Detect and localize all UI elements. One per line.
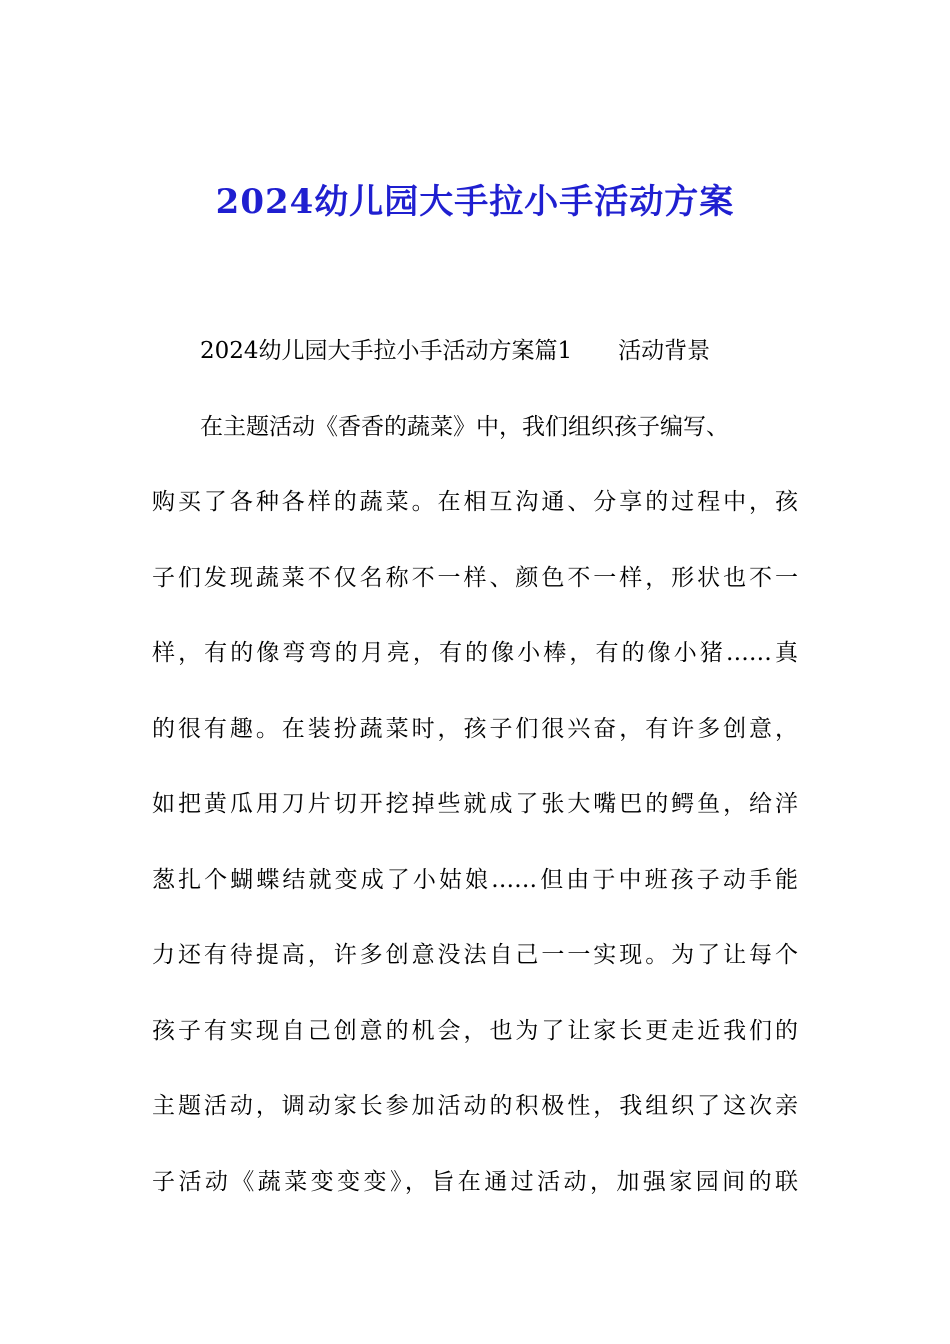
paragraph-line: 购买了各种各样的蔬菜。在相互沟通、分享的过程中，孩 — [152, 489, 798, 515]
section-subheading: 活动背景 — [618, 338, 711, 364]
paragraph-line: 子活动《蔬菜变变变》，旨在通过活动，加强家园间的联 — [152, 1168, 798, 1195]
document-title: 2024幼儿园大手拉小手活动方案 — [215, 182, 735, 222]
paragraph-line: 子们发现蔬菜不仅名称不一样、颜色不一样，形状也不一 — [152, 564, 798, 591]
paragraph-line: 如把黄瓜用刀片切开挖掉些就成了张大嘴巴的鳄鱼，给洋 — [152, 791, 798, 817]
paragraph-line: 样，有的像弯弯的月亮，有的像小棒，有的像小猪……真 — [152, 640, 798, 666]
paragraph-line: 在主题活动《香香的蔬菜》中，我们组织孩子编写、 — [200, 413, 729, 440]
paragraph-line: 葱扎个蝴蝶结就变成了小姑娘……但由于中班孩子动手能 — [152, 866, 798, 893]
paragraph-line: 力还有待提高，许多创意没法自己一一实现。为了让每个 — [152, 942, 798, 968]
document-body — [152, 332, 798, 1238]
section-heading-line — [152, 332, 798, 408]
paragraph-line: 孩子有实现自己创意的机会，也为了让家长更走近我们的 — [152, 1017, 798, 1044]
section-heading: 2024幼儿园大手拉小手活动方案篇1 — [200, 338, 573, 364]
paragraph-line: 的很有趣。在装扮蔬菜时，孩子们很兴奋，有许多创意， — [152, 715, 798, 742]
paragraph-line: 主题活动，调动家长参加活动的积极性，我组织了这次亲 — [152, 1093, 798, 1119]
